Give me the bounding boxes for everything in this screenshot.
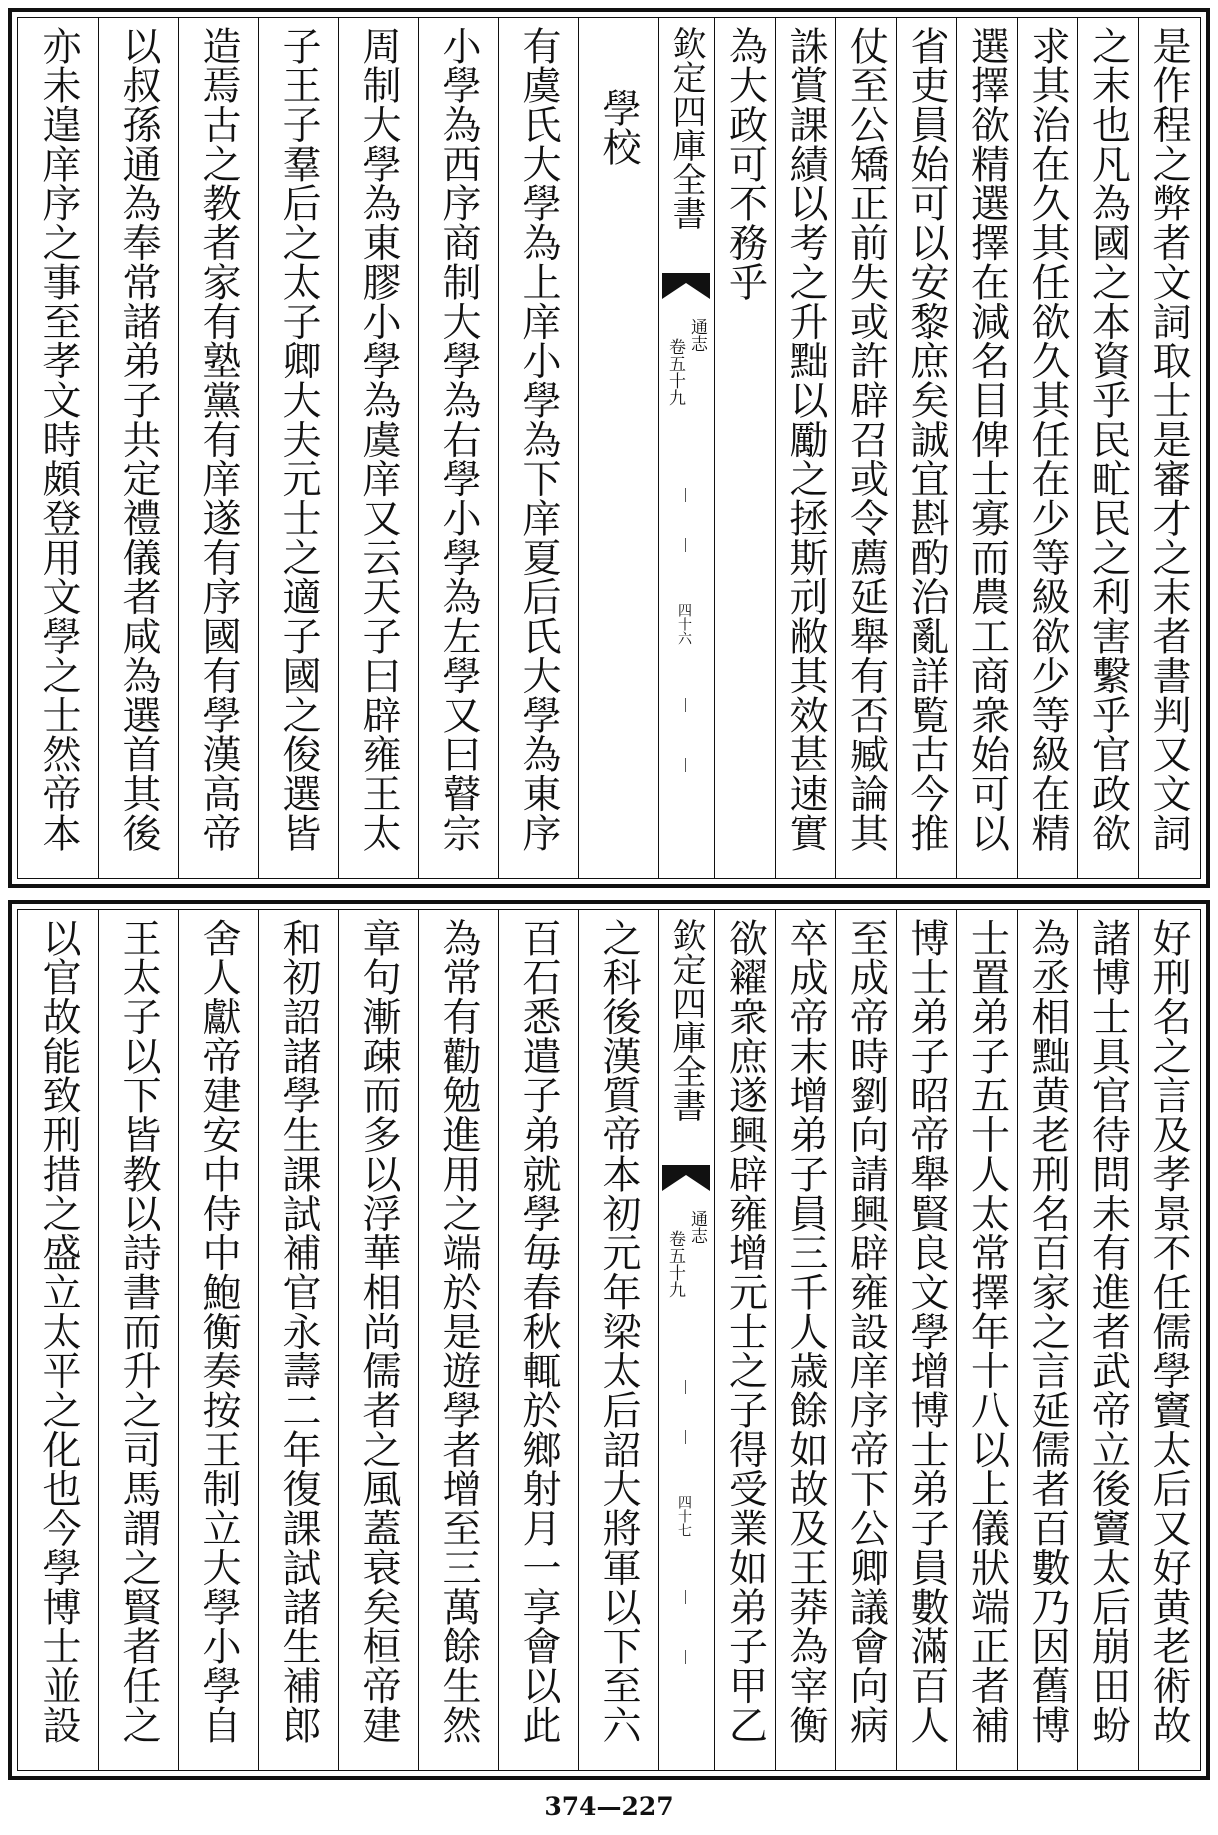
column-rule (896, 910, 897, 1770)
text-column: 小學為西序商制大學為右學小學為左學又曰瞽宗 (436, 26, 481, 853)
text-column: 有虞氏大學為上庠小學為下庠夏后氏大學為東序 (516, 26, 561, 853)
text-column: 卒成帝末增弟子員三千人歳餘如故及王莽為宰衡 (783, 918, 828, 1745)
column-rule (956, 18, 957, 878)
text-column: 之末也凡為國之本資乎民甿民之利害繫乎官政欲 (1085, 26, 1131, 853)
page-number: 374—227 (544, 1792, 674, 1821)
text-column: 子王子羣后之太子卿大夫元士之適子國之俊選皆 (276, 26, 321, 853)
book-title: 通志 (687, 318, 707, 352)
column-rule (714, 910, 715, 1770)
text-column: 選擇欲精選擇在減名目俾士寡而農工商衆始可以 (964, 26, 1010, 853)
column-rule (896, 18, 897, 878)
volume-number: 卷五十九 (665, 338, 685, 406)
column-rule (578, 18, 579, 878)
column-rule (835, 18, 836, 878)
column-rule (714, 18, 715, 878)
text-column: 造焉古之教者家有塾黨有庠遂有序國有學漢高帝 (196, 26, 241, 853)
column-rule (178, 18, 179, 878)
text-column: 之科後漢質帝本初元年梁太后詔大將軍以下至六 (596, 918, 641, 1745)
text-column: 以官故能致刑措之盛立太平之化也今學博士並設 (36, 918, 81, 1745)
column-rule (1017, 18, 1018, 878)
column-rule (498, 910, 499, 1770)
text-column: 百石悉遣子弟就學毎春秋輒於鄉射月一享會以此 (516, 918, 561, 1745)
column-rule (338, 910, 339, 1770)
column-rule (338, 18, 339, 878)
column-rule (775, 18, 776, 878)
column-rule (178, 910, 179, 1770)
column-rule (658, 910, 659, 1770)
text-column: 周制大學為東膠小學為虞庠又云天子曰辟雍王太 (356, 26, 401, 853)
text-column: 省吏員始可以安黎庶矣誠宜斟酌治亂詳覧古今推 (904, 26, 949, 853)
text-column: 和初詔諸學生課試補官永壽二年復課試諸生補郎 (276, 918, 321, 1745)
column-rule (1138, 910, 1139, 1770)
text-column: 求其治在久其任欲久其任在少等級欲少等級在精 (1025, 26, 1070, 853)
text-column: 誅賞課績以考之升黜以勵之拯斯刓敝其效甚速實 (783, 26, 828, 853)
lower-page-frame (8, 900, 1210, 1780)
book-title: 通志 (687, 1210, 707, 1244)
column-rule (835, 910, 836, 1770)
center-fold-column (658, 18, 714, 878)
column-rule (98, 910, 99, 1770)
folio-number: 四十六 (676, 603, 692, 645)
text-column: 為大政可不務乎 (722, 26, 768, 302)
text-column: 諸博士具官待問未有進者武帝立後竇太后崩田蚡 (1085, 918, 1131, 1745)
text-column: 好刑名之言及孝景不任儒學竇太后又好黄老術故 (1146, 918, 1191, 1745)
column-rule (498, 18, 499, 878)
text-column: 為常有勸勉進用之端於是遊學者增至三萬餘生然 (436, 918, 481, 1745)
section-heading: 學校 (596, 88, 641, 167)
column-rule (578, 910, 579, 1770)
upper-page-frame (8, 8, 1210, 888)
text-column: 王太子以下皆教以詩書而升之司馬謂之賢者任之 (116, 918, 161, 1745)
column-rule (775, 910, 776, 1770)
column-rule (1077, 910, 1078, 1770)
column-rule (1017, 910, 1018, 1770)
upper-page-inner-border (17, 17, 1201, 879)
text-column: 至成帝時劉向請興辟雍設庠序帝下公卿議會向病 (843, 918, 889, 1745)
column-rule (98, 18, 99, 878)
column-rule (956, 910, 957, 1770)
text-column: 亦未遑庠序之事至孝文時頗登用文學之士然帝本 (36, 26, 81, 853)
column-rule (1077, 18, 1078, 878)
volume-number: 卷五十九 (665, 1230, 685, 1298)
column-rule (1138, 18, 1139, 878)
text-column: 欲糴衆庶遂興辟雍增元士之子得受業如弟子甲乙 (722, 918, 768, 1745)
text-column: 章句漸疎而多以浮華相尚儒者之風蓋衰矣桓帝建 (356, 918, 401, 1745)
column-rule (258, 18, 259, 878)
text-column: 為丞相黜黄老刑名百家之言延儒者百數乃因舊博 (1025, 918, 1070, 1745)
collection-title: 欽定四庫全書 (666, 918, 706, 1122)
text-column: 士置弟子五十人太常擇年十八以上儀狀端正者補 (964, 918, 1010, 1745)
fish-tail-mark-icon (662, 273, 710, 299)
column-rule (418, 18, 419, 878)
text-column: 以叔孫通為奉常諸弟子共定禮儀者咸為選首其後 (116, 26, 161, 853)
collection-title: 欽定四庫全書 (666, 26, 706, 230)
text-column: 仗至公矯正前失或許辟召或令薦延舉有否臧論其 (843, 26, 889, 853)
folio-number: 四十七 (676, 1495, 692, 1537)
column-rule (658, 18, 659, 878)
lower-page-inner-border (17, 909, 1201, 1771)
column-rule (418, 910, 419, 1770)
text-column: 舍人獻帝建安中侍中鮑衡奏按王制立大學小學自 (196, 918, 241, 1745)
text-column: 博士弟子昭帝舉賢良文學增博士弟子員數滿百人 (904, 918, 949, 1745)
fish-tail-mark-icon (662, 1165, 710, 1191)
text-column: 是作程之弊者文詞取士是審才之末者書判又文詞 (1146, 26, 1191, 853)
center-fold-column (658, 910, 714, 1770)
column-rule (258, 910, 259, 1770)
